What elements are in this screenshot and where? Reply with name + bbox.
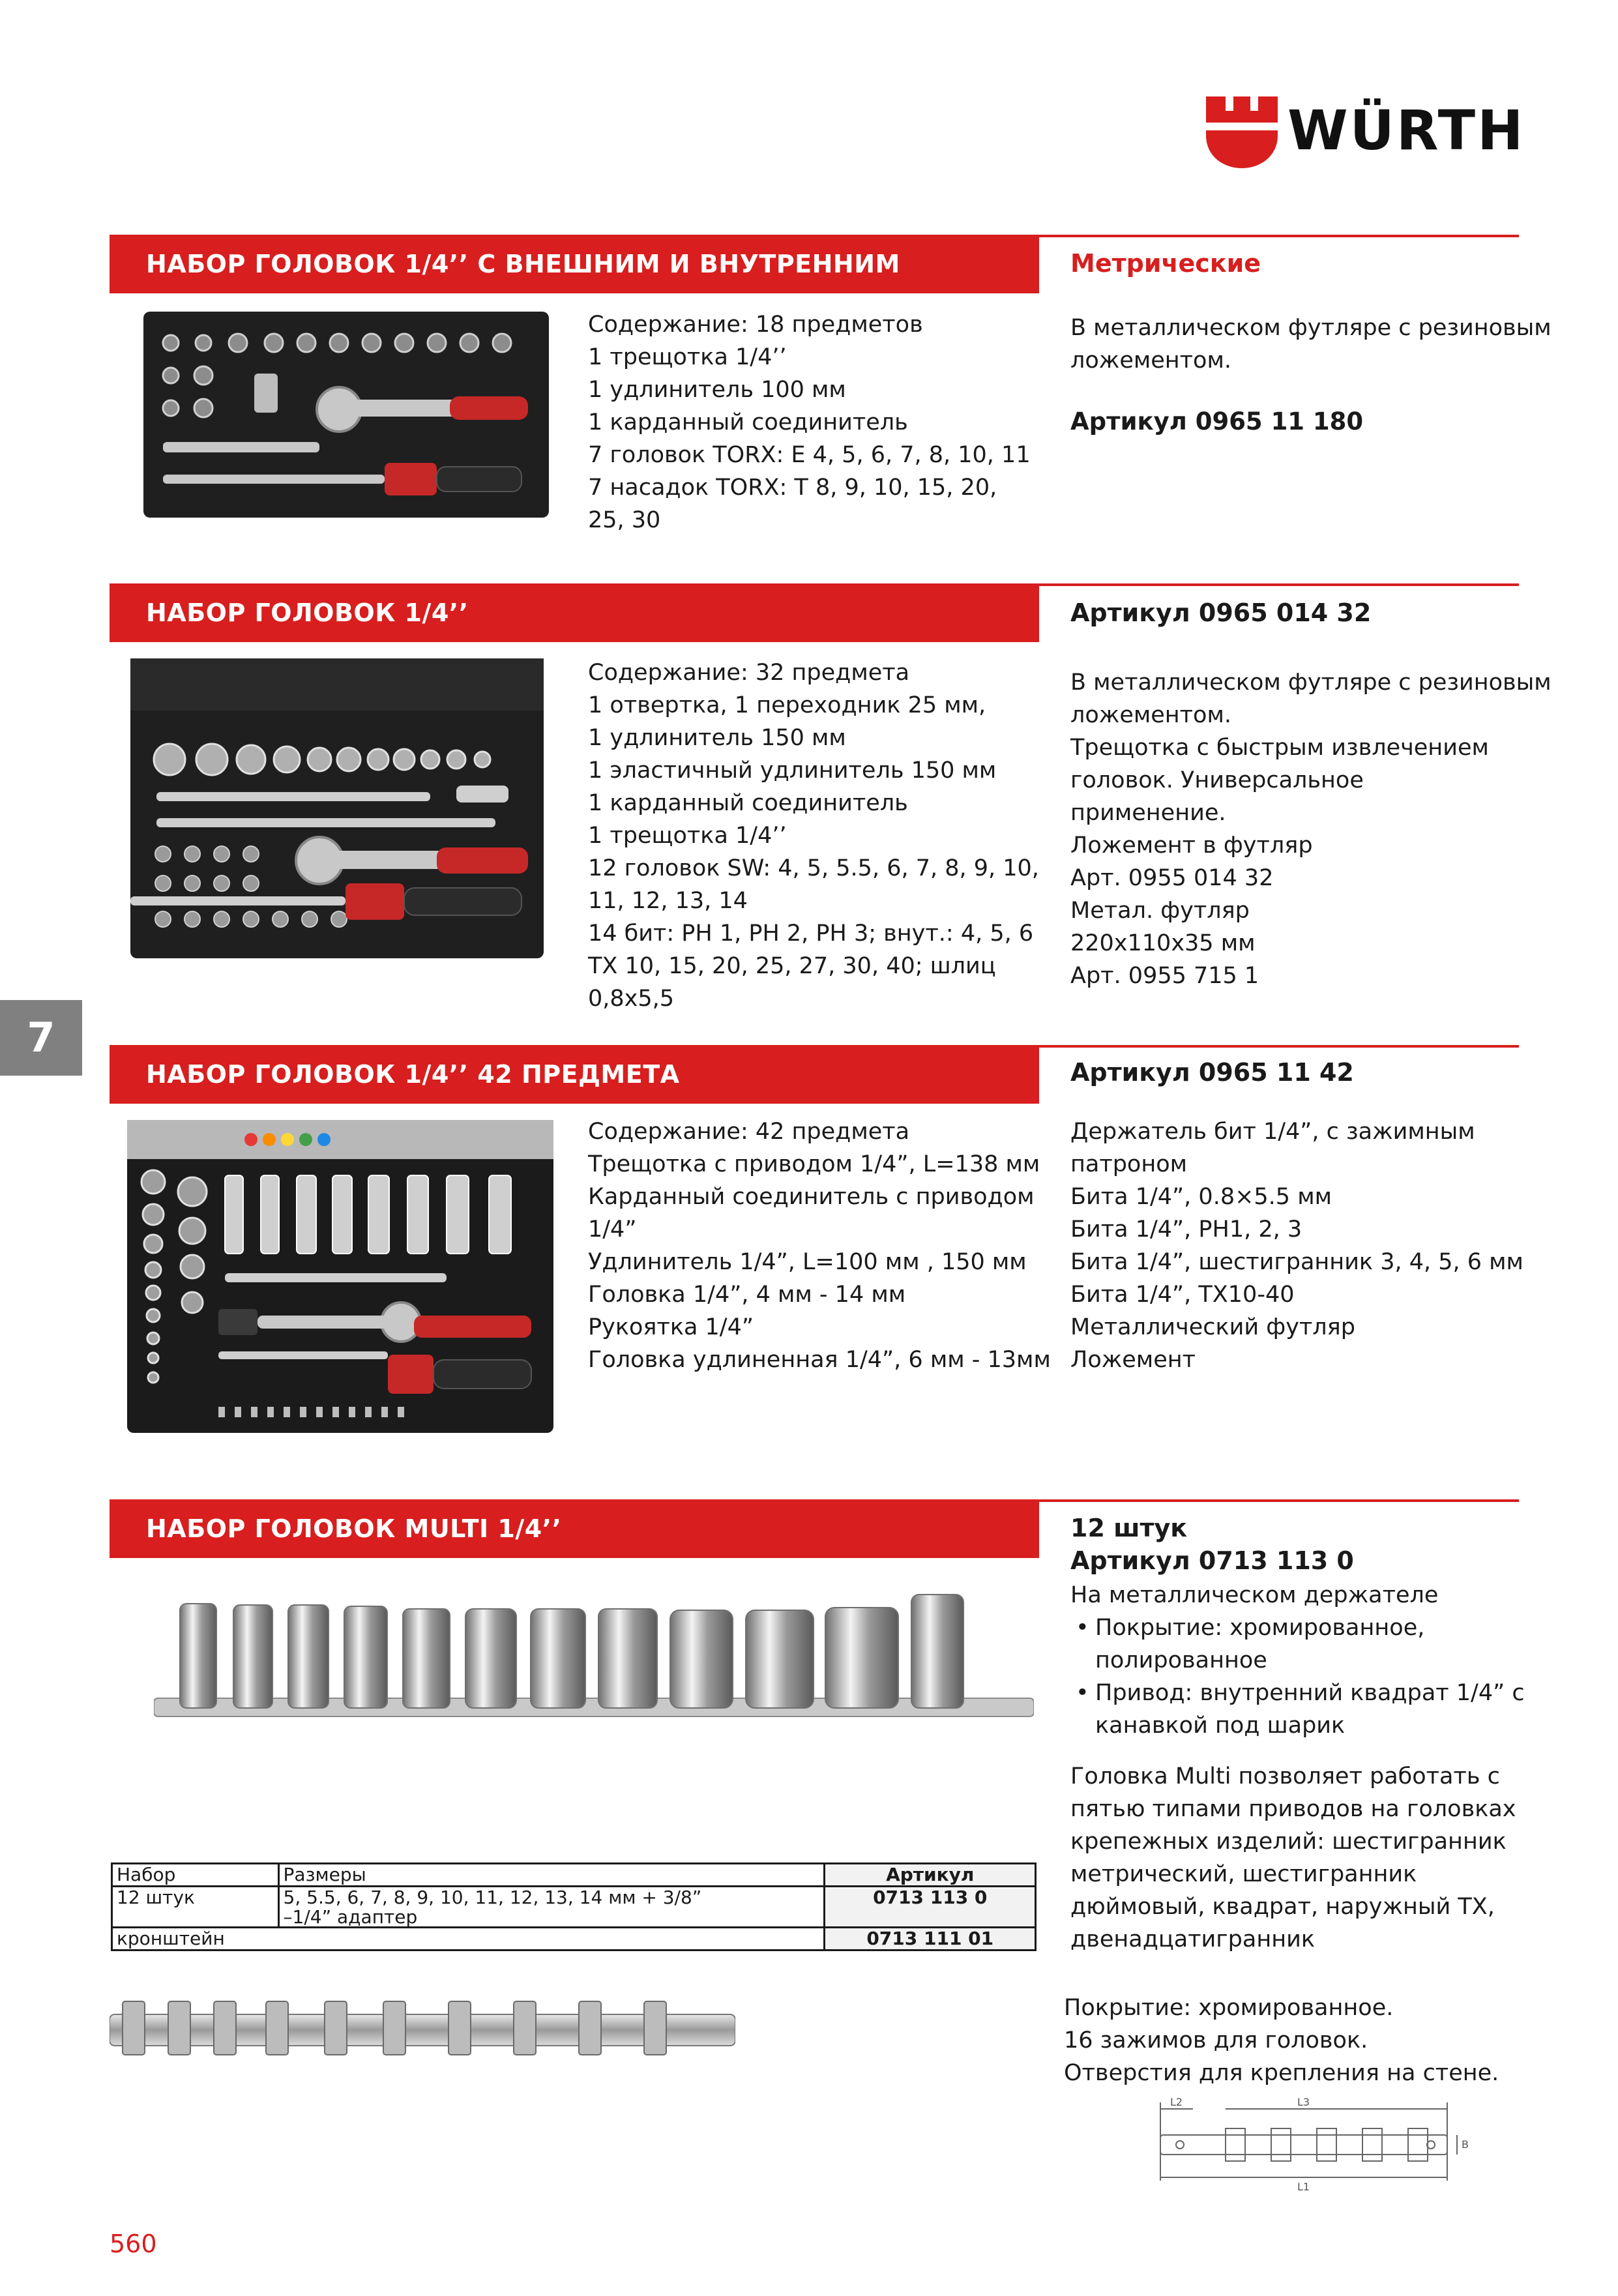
description-line: пятью типами приводов на головках <box>1070 1796 1516 1822</box>
contents-line: 1/4” <box>588 1216 637 1243</box>
section-3-rule <box>1039 1045 1519 1048</box>
table-header-sizes: Размеры <box>278 1864 825 1887</box>
contents-line: 0,8x5,5 <box>588 986 675 1012</box>
contents-line: 12 головок SW: 4, 5, 5.5, 6, 7, 8, 9, 10, <box>588 855 1039 881</box>
side-line: 220x110x35 мм <box>1070 930 1256 956</box>
rail-line: Отверстия для крепления на стене. <box>1064 2060 1499 2086</box>
wurth-logo-text: WÜRTH <box>1287 98 1525 162</box>
sizes-line: 5, 5.5, 6, 7, 8, 9, 10, 11, 12, 13, 14 мм + 3/8” <box>283 1887 702 1908</box>
contents-line: 1 карданный соединитель <box>588 790 908 816</box>
section-3-side-heading: Артикул 0965 11 42 <box>1070 1058 1354 1087</box>
section-2-title: НАБОР ГОЛОВОК 1/4’’ <box>110 583 1039 642</box>
table-cell-article: 0713 113 0 <box>825 1887 1036 1928</box>
section-4-product-image <box>154 1584 1034 1741</box>
section-2-side-heading: Артикул 0965 014 32 <box>1070 598 1372 627</box>
contents-line: Головка удлиненная 1/4”, 6 мм - 13мм <box>588 1347 1051 1373</box>
contents-line: TX 10, 15, 20, 25, 27, 30, 40; шлиц <box>588 953 996 979</box>
section-1-side-heading: Метрические <box>1070 249 1261 278</box>
contents-line: 7 насадок TORX: T 8, 9, 10, 15, 20, <box>588 475 997 501</box>
side-line: ложементом. <box>1070 347 1231 374</box>
section-3-side-text <box>1070 1115 1523 1376</box>
section-1-product-image <box>143 312 549 518</box>
description-line: метрический, шестигранник <box>1070 1861 1417 1887</box>
description-line: дюймовый, квадрат, наружный TX, <box>1070 1894 1495 1920</box>
section-2-contents <box>588 656 1039 1015</box>
bullet-icon: • <box>1076 1680 1089 1706</box>
description-line: крепежных изделий: шестигранник <box>1070 1829 1507 1855</box>
section-3-title: НАБОР ГОЛОВОК 1/4’’ 42 ПРЕДМЕТА <box>110 1045 1039 1104</box>
table-row <box>112 1928 1036 1950</box>
table-cell-set: кронштейн <box>112 1928 825 1950</box>
section-3-contents <box>588 1115 1051 1376</box>
contents-line: Удлинитель 1/4”, L=100 мм , 150 мм <box>588 1249 1027 1275</box>
table-header-set: Набор <box>112 1864 279 1887</box>
side-line: Бита 1/4”, TX10-40 <box>1070 1282 1295 1308</box>
contents-line: 1 отвертка, 1 переходник 25 мм, <box>588 692 986 718</box>
table-header-article: Артикул <box>825 1864 1036 1887</box>
table-header-row <box>112 1864 1036 1887</box>
description-line: двенадцатигранник <box>1070 1926 1316 1952</box>
table-cell-sizes <box>278 1887 825 1928</box>
side-line: Бита 1/4”, 0.8×5.5 мм <box>1070 1184 1332 1210</box>
section-2-product-image <box>130 658 544 958</box>
bullet-line: канавкой под шарик <box>1095 1713 1346 1739</box>
section-3-product-image <box>127 1120 553 1433</box>
section-2-rule <box>1039 583 1519 586</box>
contents-line: 1 эластичный удлинитель 150 мм <box>588 758 997 784</box>
bullet-icon: • <box>1076 1615 1089 1641</box>
section-4-side-heading: 12 штук <box>1070 1514 1188 1542</box>
bullet-item <box>1070 1612 1525 1677</box>
section-1-side-text <box>1070 312 1552 377</box>
section-1-article: Артикул 0965 11 180 <box>1070 407 1364 435</box>
rail-line: Покрытие: хромированное. <box>1064 1995 1394 2021</box>
table-row <box>112 1887 1036 1928</box>
table-cell-set: 12 штук <box>112 1887 279 1928</box>
article-table <box>111 1862 1037 1951</box>
contents-line: 1 удлинитель 100 мм <box>588 377 846 403</box>
side-line: головок. Универсальное <box>1070 767 1364 793</box>
contents-line: Содержание: 18 предметов <box>588 312 923 338</box>
section-4-side-text <box>1070 1579 1525 1742</box>
side-line: ложементом. <box>1070 702 1231 728</box>
rail-technical-drawing <box>1134 2096 1473 2200</box>
contents-line: 11, 12, 13, 14 <box>588 888 748 914</box>
contents-line: Карданный соединитель с приводом <box>588 1184 1035 1210</box>
contents-line: 25, 30 <box>588 507 661 533</box>
table-cell-article: 0713 111 01 <box>825 1928 1036 1950</box>
rail-image <box>110 1988 735 2060</box>
drawing-label-l3: L3 <box>1297 2096 1310 2108</box>
section-1-rule <box>1039 235 1519 237</box>
bullet-line: Покрытие: хромированное, <box>1095 1615 1425 1641</box>
contents-line: 1 трещотка 1/4’’ <box>588 823 787 849</box>
chapter-tab: 7 <box>0 1000 82 1076</box>
rail-line: 16 зажимов для головок. <box>1064 2027 1368 2053</box>
side-line: Металлический футляр <box>1070 1314 1355 1340</box>
side-line: Метал. футляр <box>1070 898 1250 924</box>
contents-line: 1 карданный соединитель <box>588 409 908 435</box>
section-1-title: НАБОР ГОЛОВОК 1/4’’ С ВНЕШНИМ И ВНУТРЕННИМ <box>110 235 1039 293</box>
side-line: Арт. 0955 014 32 <box>1070 865 1274 891</box>
wurth-logo-mark-icon <box>1206 96 1278 168</box>
side-line: Арт. 0955 715 1 <box>1070 963 1259 989</box>
contents-line: 14 бит: PH 1, PH 2, PH 3; внут.: 4, 5, 6 <box>588 920 1034 947</box>
contents-line: 1 трещотка 1/4’’ <box>588 344 787 370</box>
drawing-label-b: B <box>1462 2138 1469 2151</box>
side-line: Ложемент <box>1070 1347 1196 1373</box>
contents-line: Содержание: 32 предмета <box>588 660 910 686</box>
side-line: применение. <box>1070 800 1226 826</box>
side-line: Бита 1/4”, шестигранник 3, 4, 5, 6 мм <box>1070 1249 1523 1275</box>
contents-line: Содержание: 42 предмета <box>588 1119 910 1145</box>
side-line: Бита 1/4”, PH1, 2, 3 <box>1070 1216 1302 1243</box>
side-line: Ложемент в футляр <box>1070 832 1313 859</box>
section-2-side-text <box>1070 666 1552 992</box>
drawing-label-l2: L2 <box>1170 2096 1183 2108</box>
bullet-item <box>1070 1677 1525 1742</box>
section-4-description <box>1070 1760 1516 1956</box>
contents-line: 7 головок TORX: E 4, 5, 6, 7, 8, 10, 11 <box>588 442 1031 468</box>
page-number: 560 <box>110 2230 157 2258</box>
description-line: Головка Multi позволяет работать с <box>1070 1763 1500 1789</box>
side-line: Трещотка с быстрым извлечением <box>1070 735 1489 761</box>
bullet-line: Привод: внутренний квадрат 1/4” с <box>1095 1680 1525 1706</box>
section-4-title: НАБОР ГОЛОВОК MULTI 1/4’’ <box>110 1499 1039 1558</box>
drawing-label-l1: L1 <box>1297 2181 1310 2193</box>
contents-line: Рукоятка 1/4” <box>588 1314 754 1340</box>
side-line: Держатель бит 1/4”, с зажимным <box>1070 1119 1475 1145</box>
contents-line: Трещотка с приводом 1/4”, L=138 мм <box>588 1151 1040 1177</box>
contents-line: Головка 1/4”, 4 мм - 14 мм <box>588 1282 906 1308</box>
section-1-contents <box>588 308 1031 537</box>
side-line: На металлическом держателе <box>1070 1582 1439 1608</box>
section-4-article: Артикул 0713 113 0 <box>1070 1546 1354 1575</box>
side-line: патроном <box>1070 1151 1188 1177</box>
rail-description <box>1064 1992 1499 2089</box>
side-line: В металлическом футляре с резиновым <box>1070 315 1552 341</box>
section-4-rule <box>1039 1499 1519 1502</box>
side-line: В металлическом футляре с резиновым <box>1070 670 1552 696</box>
contents-line: 1 удлинитель 150 мм <box>588 725 846 751</box>
sizes-line: –1/4” адаптер <box>283 1906 418 1928</box>
wurth-logo <box>1206 96 1525 168</box>
bullet-line: полированное <box>1095 1647 1267 1673</box>
